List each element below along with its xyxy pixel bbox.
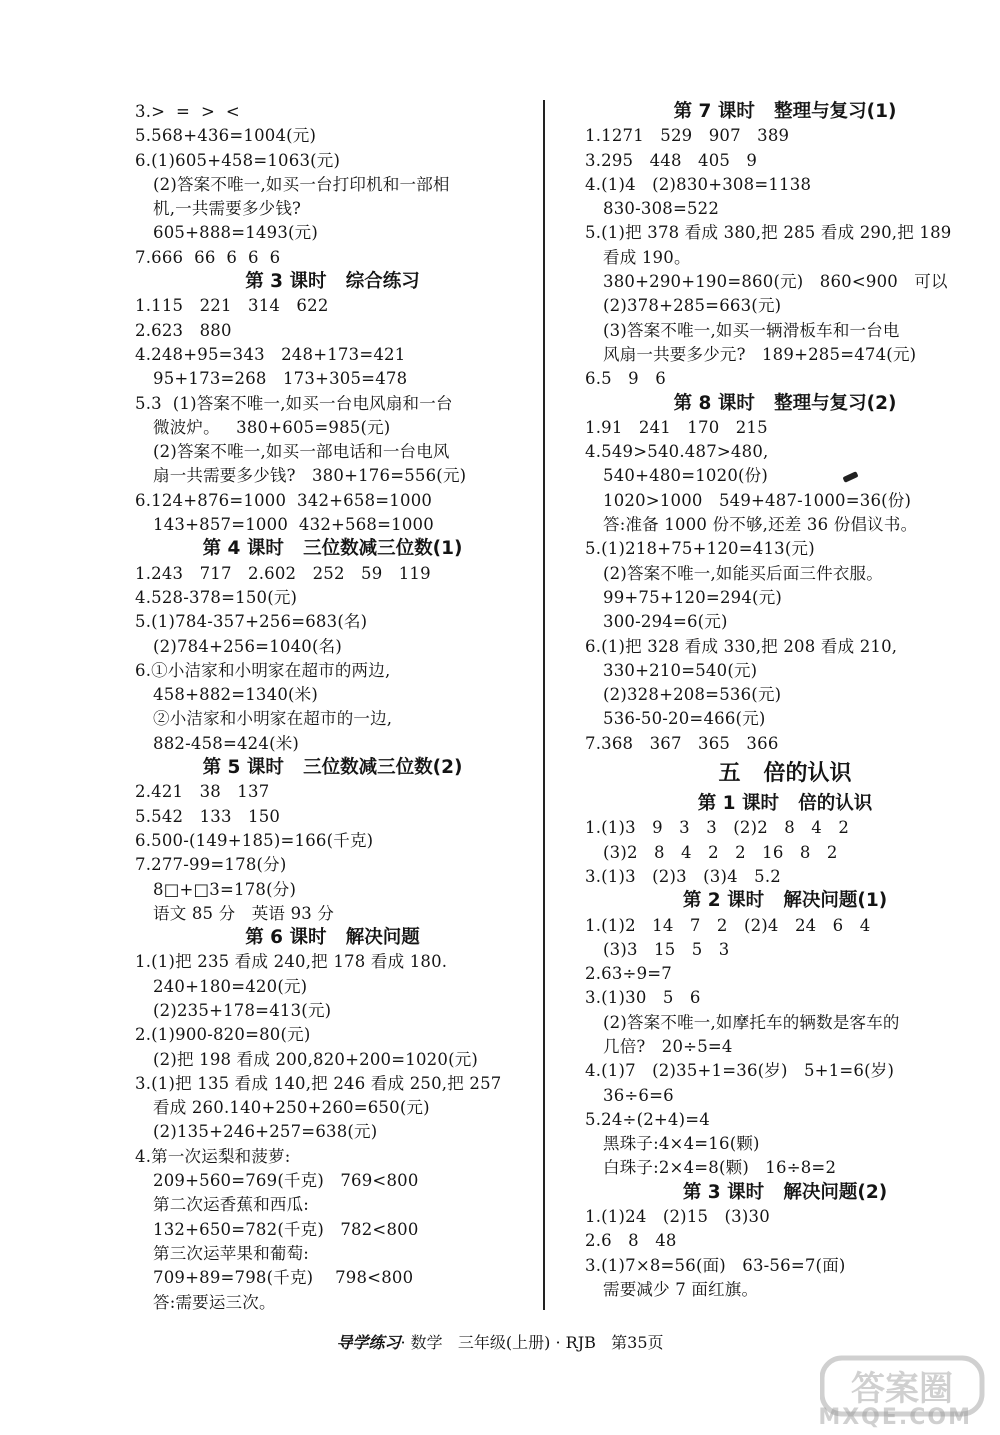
answer-line: 4.(1)4 (2)830+308=1138 [585, 174, 812, 194]
answer-line: 1.(1)24 (2)15 (3)30 [585, 1207, 770, 1227]
answer-line: 5.(1)把 378 看成 380,把 285 看成 290,把 189 [585, 223, 952, 243]
answer-line: (2)答案不唯一,如买一台打印机和一部相 [153, 174, 450, 194]
answer-line: 4.528-378=150(元) [135, 587, 298, 607]
answer-line: (2)378+285=663(元) [603, 296, 782, 316]
answer-line: (3)3 15 5 3 [603, 939, 730, 959]
answer-line: 830-308=522 [603, 199, 720, 219]
footer-brand: 导学练习 [336, 1333, 401, 1352]
answer-line: 882-458=424(米) [153, 733, 300, 753]
lesson-heading: 第 5 课时 三位数减三位数(2) [202, 757, 463, 779]
answer-line: 240+180=420(元) [153, 976, 308, 996]
answer-line: 2.6 8 48 [585, 1231, 677, 1251]
answer-line: 5.542 133 150 [135, 806, 281, 826]
answer-line: 605+888=1493(元) [153, 223, 319, 243]
answer-line: (3)2 8 4 2 2 16 8 2 [603, 842, 838, 862]
answer-line: (2)答案不唯一,如买一部电话和一台电风 [153, 442, 450, 462]
answer-line: 6.5 9 6 [585, 369, 666, 389]
answer-line: 7.277-99=178(分) [135, 855, 287, 875]
answer-line: 8□+□3=178(分) [153, 879, 297, 899]
answer-line: 机,一共需要多少钱? [153, 199, 302, 219]
answer-line: 5.(1)218+75+120=413(元) [585, 539, 815, 559]
answer-line: 3.(1)30 5 6 [585, 988, 701, 1008]
answer-line: (2)235+178=413(元) [153, 1000, 332, 1020]
answer-line: 5.(1)784-357+256=683(名) [135, 612, 368, 632]
answer-line: 风扇一共要多少元? 189+285=474(元) [603, 344, 917, 364]
answer-line: 95+173=268 173+305=478 [153, 369, 408, 389]
answer-line: (2)答案不唯一,如能买后面三件衣服。 [603, 563, 883, 583]
answer-line: 2.(1)900-820=80(元) [135, 1025, 311, 1045]
watermark-logo-text: 答案圈 [851, 1369, 953, 1409]
page-footer [0, 1330, 1000, 1353]
answer-line: 5.24÷(2+4)=4 [585, 1109, 710, 1129]
answer-line: 第三次运苹果和葡萄: [153, 1243, 310, 1263]
answer-line: 132+650=782(千克) 782<800 [153, 1219, 419, 1239]
lesson-heading: 第 6 课时 解决问题 [245, 927, 420, 949]
answer-line: (2)把 198 看成 200,820+200=1020(元) [153, 1049, 479, 1069]
lesson-heading: 第 4 课时 三位数减三位数(1) [202, 538, 463, 560]
answer-line: 6.①小洁家和小明家在超市的两边, [135, 660, 391, 680]
answer-line: 1.243 717 2.602 252 59 119 [135, 563, 431, 583]
answer-line: 540+480=1020(份) [603, 466, 769, 486]
answer-line: 5.3 (1)答案不唯一,如买一台电风扇和一台 [135, 393, 453, 413]
unit-heading: 五 倍的认识 [718, 761, 852, 787]
lesson-heading: 第 1 课时 倍的认识 [697, 793, 873, 815]
answer-line: 6.(1)605+458=1063(元) [135, 150, 341, 170]
answer-line: 4.第一次运梨和菠萝: [135, 1146, 291, 1166]
answer-line: 几倍? 20÷5=4 [603, 1036, 733, 1056]
answer-line: 1.115 221 314 622 [135, 296, 329, 316]
lesson-heading: 第 2 课时 解决问题(1) [682, 890, 888, 912]
right-answer-column [585, 100, 985, 1302]
answer-line: 99+75+120=294(元) [603, 587, 783, 607]
answer-line: 3.> = > < [135, 102, 240, 121]
watermark-url: MXQE.COM [818, 1405, 972, 1430]
answer-line: 答:准备 1000 份不够,还差 36 份倡议书。 [603, 515, 918, 535]
left-answer-column [135, 100, 530, 1315]
answer-line: 2.63÷9=7 [585, 964, 672, 984]
answer-line: 6.500-(149+185)=166(千克) [135, 830, 374, 850]
answer-line: ②小洁家和小明家在超市的一边, [153, 709, 393, 729]
answer-line: 黑珠子:4×4=16(颗) [603, 1134, 760, 1154]
answer-line: 2.421 38 137 [135, 782, 270, 802]
answer-line: 看成 260.140+250+260=650(元) [153, 1098, 430, 1118]
answer-line: (2)328+208=536(元) [603, 685, 782, 705]
lesson-heading: 第 3 课时 综合练习 [245, 271, 420, 293]
answer-line: 扇一共需要多少钱? 380+176=556(元) [153, 466, 467, 486]
answer-line: 380+290+190=860(元) 860<900 可以 [603, 272, 948, 292]
answer-line: 7.666 66 6 6 6 [135, 247, 281, 267]
answer-line: 5.568+436=1004(元) [135, 126, 317, 146]
footer-info: · 数学 三年级(上册) · RJB 第35页 [400, 1333, 664, 1352]
answer-line: 300-294=6(元) [603, 612, 728, 632]
answer-line: 1.(1)2 14 7 2 (2)4 24 6 4 [585, 915, 871, 935]
answer-line: 需要减少 7 面红旗。 [603, 1279, 759, 1299]
answer-line: 3.(1)7×8=56(面) 63-56=7(面) [585, 1255, 846, 1275]
answer-line: 143+857=1000 432+568=1000 [153, 515, 434, 535]
answer-line: (2)135+246+257=638(元) [153, 1122, 378, 1142]
answer-line: 4.549>540.487>480, [585, 442, 769, 462]
answer-line: (2)784+256=1040(名) [153, 636, 342, 656]
answer-line: 1.1271 529 907 389 [585, 126, 790, 146]
answer-line: 看成 190。 [603, 247, 691, 267]
answer-line: 3.(1)3 (2)3 (3)4 5.2 [585, 866, 781, 886]
answer-line: 7.368 367 365 366 [585, 733, 779, 753]
answer-line: 709+89=798(千克) 798<800 [153, 1268, 414, 1288]
answer-line: 36÷6=6 [603, 1085, 674, 1105]
answer-line: 微波炉。 380+605=985(元) [153, 417, 391, 437]
answer-line: 6.(1)把 328 看成 330,把 208 看成 210, [585, 636, 898, 656]
answer-line: (3)答案不唯一,如买一辆滑板车和一台电 [603, 320, 900, 340]
lesson-heading: 第 3 课时 解决问题(2) [682, 1181, 888, 1203]
answer-line: 4.(1)7 (2)35+1=36(岁) 5+1=6(岁) [585, 1061, 895, 1081]
answer-line: 458+882=1340(米) [153, 685, 319, 705]
lesson-heading: 第 7 课时 整理与复习(1) [673, 101, 897, 122]
column-divider [543, 100, 545, 1310]
answer-line: 第二次运香蕉和西瓜: [153, 1195, 310, 1215]
answer-line: 4.248+95=343 248+173=421 [135, 344, 406, 364]
answer-line: 6.124+876=1000 342+658=1000 [135, 490, 433, 510]
answer-line: 1.91 241 170 215 [585, 417, 768, 437]
answer-line: 1.(1)3 9 3 3 (2)2 8 4 2 [585, 818, 850, 838]
answer-line: 2.623 880 [135, 320, 232, 340]
answer-line: 330+210=540(元) [603, 660, 758, 680]
answer-line: 536-50-20=466(元) [603, 709, 766, 729]
answer-line: 白珠子:2×4=8(颗) 16÷8=2 [603, 1158, 837, 1178]
lesson-heading: 第 8 课时 整理与复习(2) [673, 392, 897, 414]
answer-line: 209+560=769(千克) 769<800 [153, 1171, 419, 1191]
answer-line: 答:需要运三次。 [153, 1292, 276, 1312]
answer-line: (2)答案不唯一,如摩托车的辆数是客车的 [603, 1012, 900, 1032]
answer-line: 3.295 448 405 9 [585, 150, 758, 170]
answer-line: 1.(1)把 235 看成 240,把 178 看成 180. [135, 952, 448, 972]
answer-line: 语文 85 分 英语 93 分 [153, 903, 335, 923]
answer-line: 1020>1000 549+487-1000=36(份) [603, 490, 912, 510]
answer-line: 3.(1)把 135 看成 140,把 246 看成 250,把 257 [135, 1073, 502, 1093]
